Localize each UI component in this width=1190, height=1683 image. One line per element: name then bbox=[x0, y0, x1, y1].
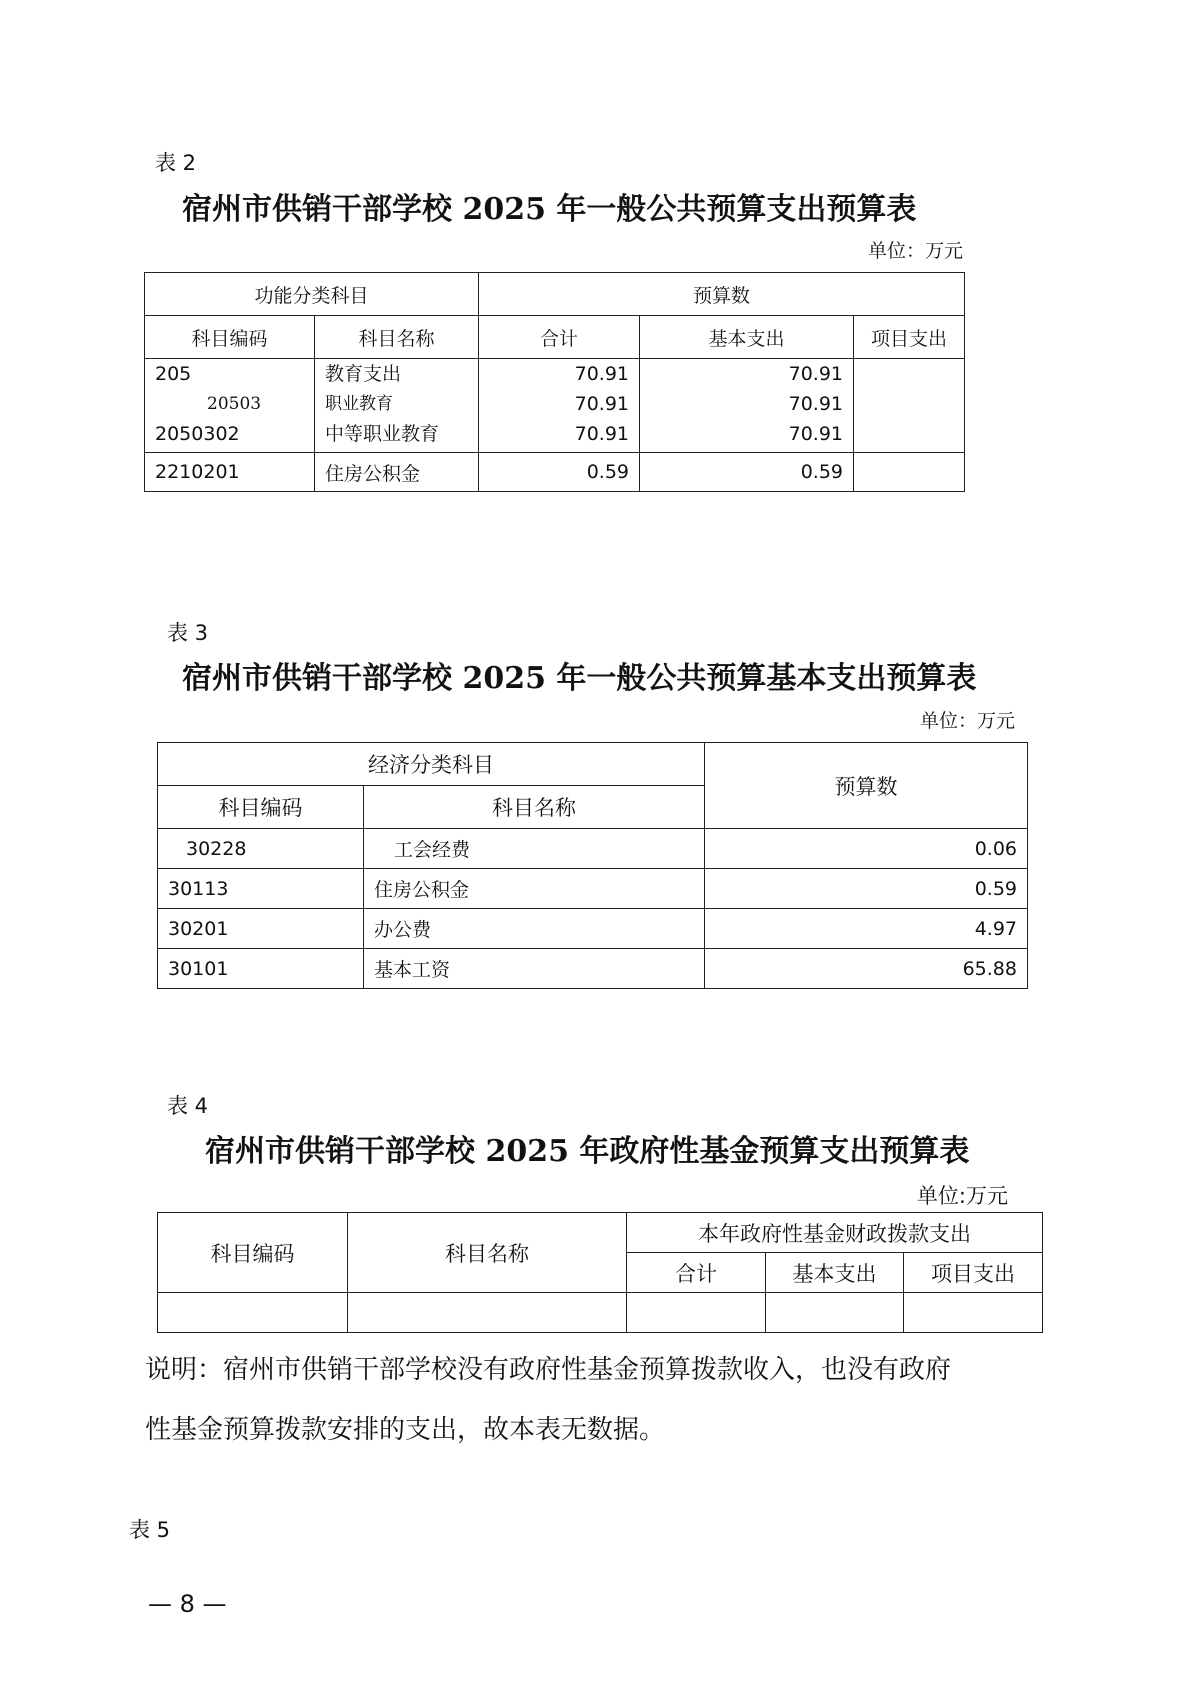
empty-cell bbox=[158, 1293, 348, 1333]
column-header-name: 科目名称 bbox=[315, 316, 479, 359]
table-row bbox=[158, 1293, 1043, 1333]
column-header-name: 科目名称 bbox=[364, 786, 705, 829]
column-header-project: 项目支出 bbox=[854, 316, 965, 359]
empty-cell bbox=[627, 1293, 766, 1333]
table-row bbox=[158, 909, 1028, 949]
note-line-2: 性基金预算拨款安排的支出，故本表无数据。 bbox=[145, 1415, 666, 1445]
name-cell: 工会经费 bbox=[364, 829, 705, 869]
table-row bbox=[158, 869, 1028, 909]
table4 bbox=[157, 1212, 1043, 1333]
basic-cell: 0.59 bbox=[640, 453, 854, 492]
total-value: 70.91 bbox=[574, 423, 630, 445]
table-row bbox=[158, 949, 1028, 989]
name-vocational: 职业教育 bbox=[325, 394, 393, 414]
table2-label: 表 2 bbox=[155, 151, 197, 175]
table3-unit: 单位：万元 bbox=[919, 710, 1015, 732]
code-2050302: 2050302 bbox=[155, 423, 240, 445]
project-cell bbox=[854, 359, 965, 453]
code-cell bbox=[145, 359, 315, 453]
group-header-fund: 本年政府性基金财政拨款支出 bbox=[627, 1213, 1043, 1253]
code-20503: 20503 bbox=[207, 394, 262, 414]
table2 bbox=[144, 272, 965, 492]
table-row bbox=[145, 453, 965, 492]
table2-title: 宿州市供销干部学校 2025 年一般公共预算支出预算表 bbox=[182, 192, 917, 227]
table4-unit: 单位:万元 bbox=[916, 1184, 1008, 1208]
table4-note bbox=[145, 1340, 1045, 1460]
total-cell: 0.59 bbox=[479, 453, 640, 492]
table5-label: 表 5 bbox=[129, 1518, 171, 1542]
table4-title: 宿州市供销干部学校 2025 年政府性基金预算支出预算表 bbox=[205, 1134, 970, 1169]
table3-title: 宿州市供销干部学校 2025 年一般公共预算基本支出预算表 bbox=[182, 661, 977, 696]
table-row bbox=[158, 829, 1028, 869]
amount-cell: 4.97 bbox=[705, 909, 1028, 949]
column-header-code: 科目编码 bbox=[145, 316, 315, 359]
column-header-code: 科目编码 bbox=[158, 1213, 348, 1293]
code-cell: 30228 bbox=[158, 829, 364, 869]
column-header-total: 合计 bbox=[479, 316, 640, 359]
total-value: 70.91 bbox=[574, 393, 630, 415]
code-cell: 2210201 bbox=[145, 453, 315, 492]
project-cell bbox=[854, 453, 965, 492]
page-number: — 8 — bbox=[148, 1590, 227, 1618]
table3 bbox=[157, 742, 1028, 989]
table-row bbox=[145, 359, 965, 453]
column-header-basic: 基本支出 bbox=[766, 1253, 904, 1293]
column-header-project: 项目支出 bbox=[904, 1253, 1043, 1293]
name-cell: 办公费 bbox=[364, 909, 705, 949]
empty-cell bbox=[348, 1293, 627, 1333]
amount-cell: 0.06 bbox=[705, 829, 1028, 869]
table4-label: 表 4 bbox=[167, 1094, 209, 1118]
note-line-1: 说明：宿州市供销干部学校没有政府性基金预算拨款收入，也没有政府 bbox=[145, 1355, 952, 1385]
basic-value: 70.91 bbox=[788, 393, 844, 415]
basic-value: 70.91 bbox=[788, 363, 844, 385]
column-header-basic: 基本支出 bbox=[640, 316, 854, 359]
group-header-budget: 预算数 bbox=[479, 273, 965, 316]
code-cell: 30201 bbox=[158, 909, 364, 949]
name-cell: 基本工资 bbox=[364, 949, 705, 989]
column-header-amount: 预算数 bbox=[705, 743, 1028, 829]
empty-cell bbox=[766, 1293, 904, 1333]
name-education: 教育支出 bbox=[325, 363, 402, 385]
amount-cell: 65.88 bbox=[705, 949, 1028, 989]
code-cell: 30113 bbox=[158, 869, 364, 909]
total-value: 70.91 bbox=[574, 363, 630, 385]
basic-value: 70.91 bbox=[788, 423, 844, 445]
group-header-economic: 经济分类科目 bbox=[158, 743, 705, 786]
column-header-code: 科目编码 bbox=[158, 786, 364, 829]
empty-cell bbox=[904, 1293, 1043, 1333]
basic-cell bbox=[640, 359, 854, 453]
name-cell bbox=[315, 359, 479, 453]
amount-cell: 0.59 bbox=[705, 869, 1028, 909]
group-header-function: 功能分类科目 bbox=[145, 273, 479, 316]
code-205: 205 bbox=[155, 363, 192, 385]
total-cell bbox=[479, 359, 640, 453]
column-header-name: 科目名称 bbox=[348, 1213, 627, 1293]
name-cell: 住房公积金 bbox=[364, 869, 705, 909]
table2-unit: 单位：万元 bbox=[867, 240, 963, 262]
name-secondary-vocational: 中等职业教育 bbox=[325, 423, 440, 445]
table3-label: 表 3 bbox=[167, 621, 209, 645]
column-header-total: 合计 bbox=[627, 1253, 766, 1293]
code-cell: 30101 bbox=[158, 949, 364, 989]
name-cell: 住房公积金 bbox=[315, 453, 479, 492]
